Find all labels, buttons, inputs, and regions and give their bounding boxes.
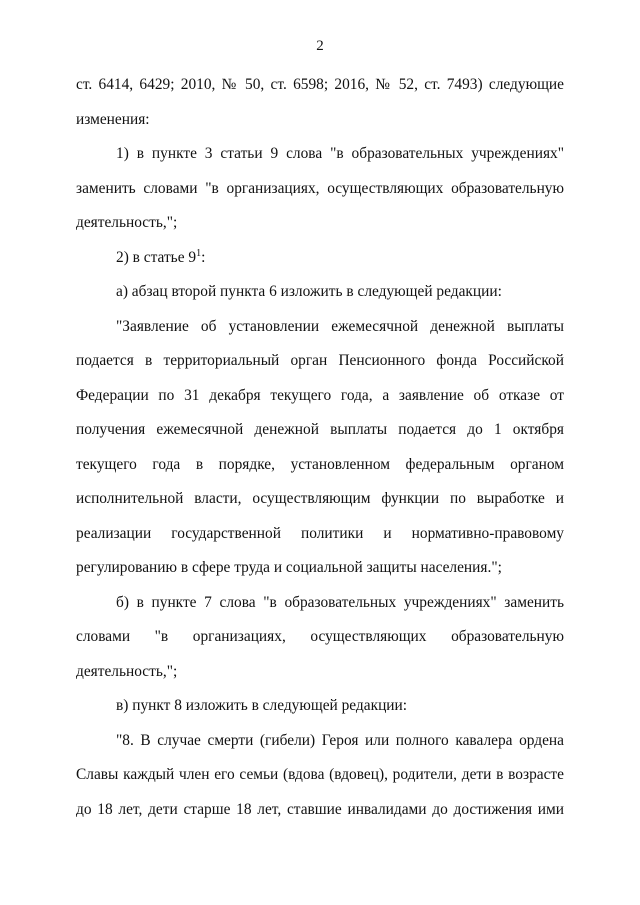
text-line: ст. 6414, 6429; 2010, № 50, ст. 6598; 2016, № 52, ст. 7493) следующие: [76, 76, 564, 93]
text-line: получения ежемесячной денежной выплаты подается до 1 октября: [76, 421, 564, 438]
text-line: 1) в пункте 3 статьи 9 слова "в образовательных учреждениях": [116, 145, 564, 162]
text-line: "Заявление об установлении ежемесячной денежной выплаты: [116, 317, 564, 335]
text-line: заменить словами "в организациях, осуществляющих образовательную: [76, 179, 564, 197]
paragraph-subitem-v: [76, 689, 564, 724]
text-line: в) пункт 8 изложить в следующей редакции:: [116, 697, 408, 714]
paragraph-subitem-b: [76, 586, 564, 690]
text-line: деятельность,";: [76, 662, 178, 680]
text-line: Славы каждый член его семьи (вдова (вдовец), родители, дети в возрасте: [76, 766, 564, 783]
text-line: исполнительной власти, осуществляющим функции по выработке и: [76, 490, 564, 507]
text-line: текущего года в порядке, установленном федеральным органом: [76, 455, 564, 473]
document-body: [76, 68, 564, 827]
paragraph-item-1: [76, 137, 564, 241]
paragraph-subitem-a: [76, 275, 564, 310]
text-line: подается в территориальный орган Пенсионного фонда Российской: [76, 352, 564, 369]
text-line: б) в пункте 7 слова "в образовательных учреждениях" заменить: [116, 593, 564, 611]
text-line: Федерации по 31 декабря текущего года, а заявление об отказе от: [76, 386, 564, 404]
text-fragment: 2) в статье 9: [116, 248, 197, 266]
paragraph-continuation: [76, 68, 564, 137]
text-line: деятельность,";: [76, 214, 178, 231]
text-line: реализации государственной политики и нормативно-правовому: [76, 524, 564, 542]
text-fragment: :: [201, 248, 206, 266]
text-line: до 18 лет, дети старше 18 лет, ставшие инвалидами до достижения ими: [76, 800, 564, 818]
text-line: "8. В случае смерти (гибели) Героя или полного кавалера ордена: [116, 731, 564, 749]
text-line: регулированию в сфере труда и социальной защиты населения.";: [76, 559, 502, 576]
superscript: 1: [196, 247, 202, 259]
paragraph-quote-item-8: [76, 724, 564, 828]
paragraph-quote-application: [76, 310, 564, 586]
text-line: изменения:: [76, 110, 150, 128]
text-line: а) абзац второй пункта 6 изложить в следующей редакции:: [116, 283, 502, 300]
text-line: словами "в организациях, осуществляющих образовательную: [76, 628, 564, 645]
page-number: 2: [316, 38, 324, 54]
paragraph-item-2: [76, 241, 564, 276]
